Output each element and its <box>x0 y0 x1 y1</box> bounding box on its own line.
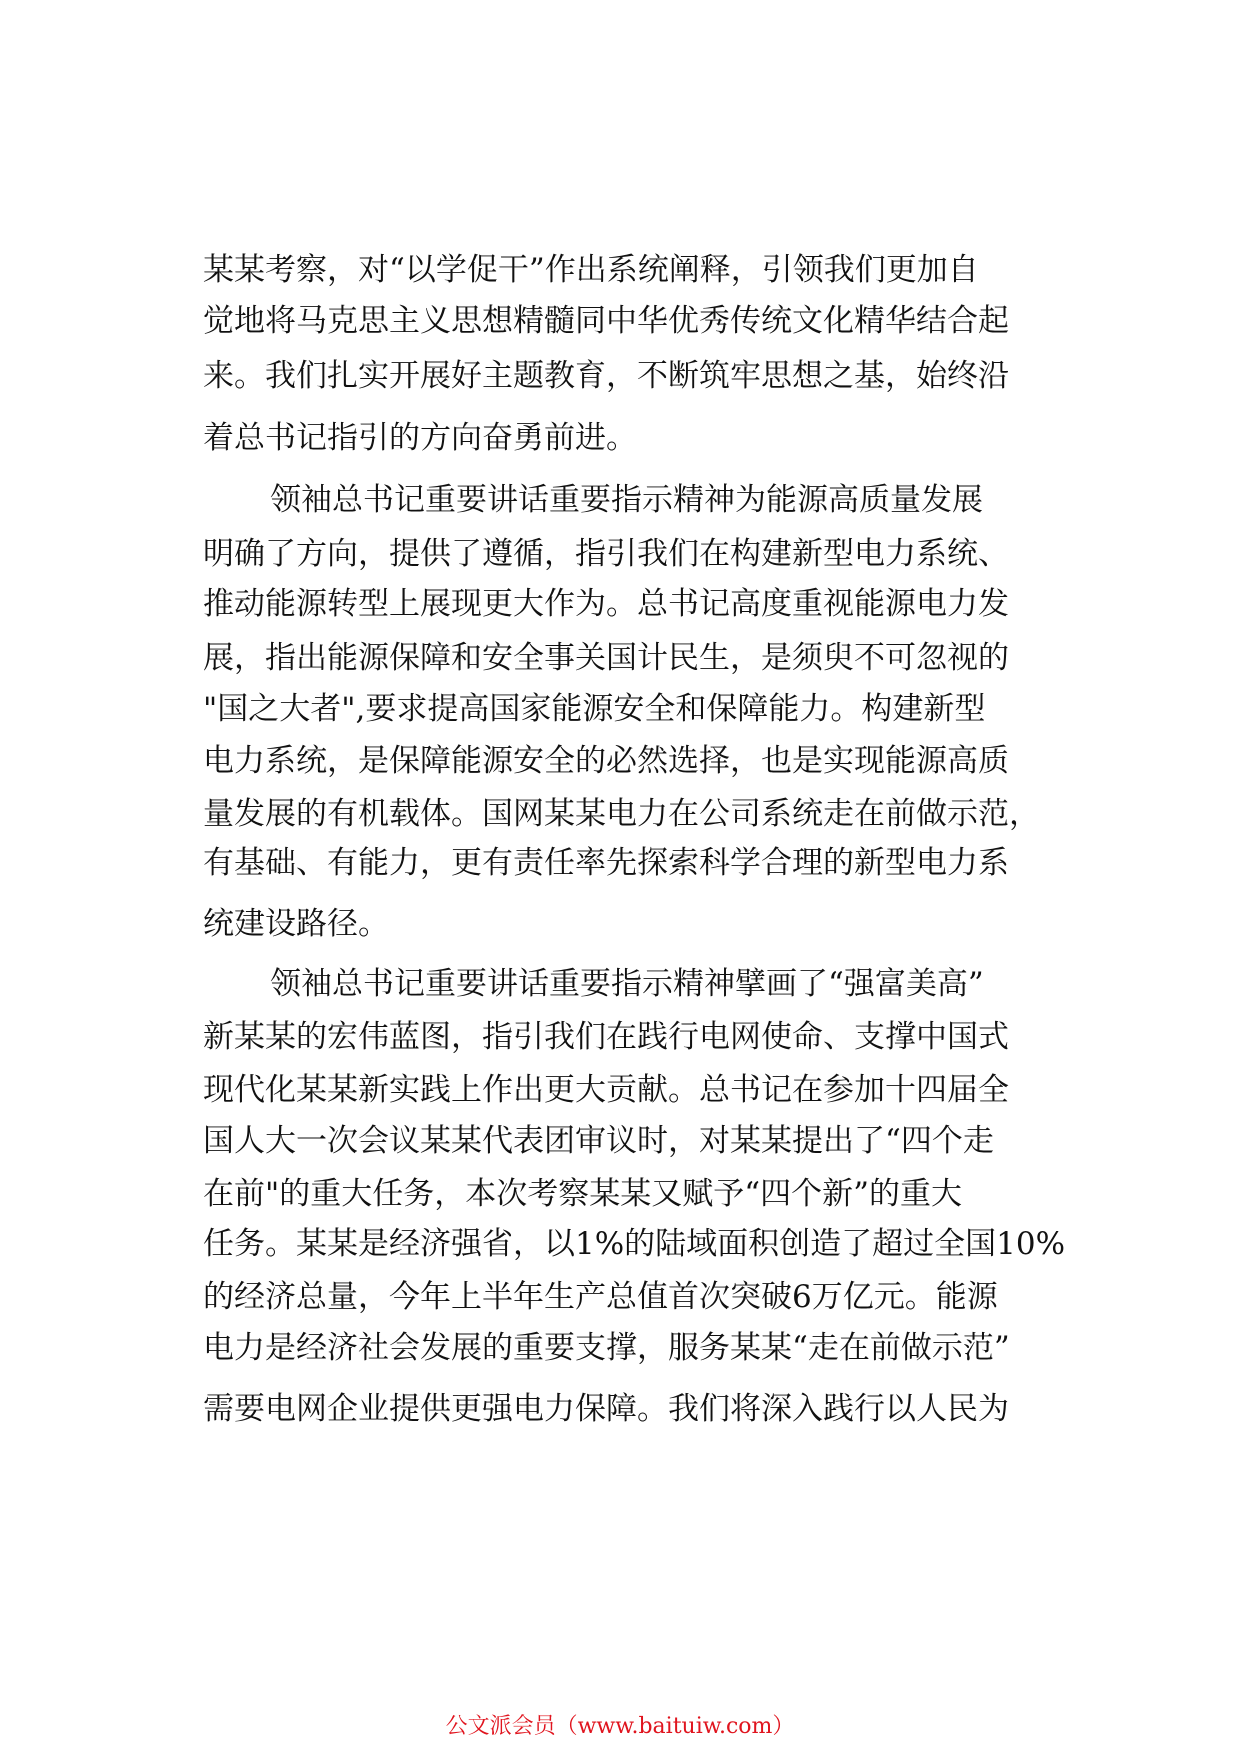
text-line: 着总书记指引的方向奋勇前进。 <box>203 420 637 456</box>
text-line: 电力是经济社会发展的重要支撑，服务某某“走在前做示范” <box>203 1330 1010 1366</box>
text-line: 觉地将马克思主义思想精髓同中华优秀传统文化精华结合起 <box>203 303 1009 339</box>
text-line: 新某某的宏伟蓝图，指引我们在践行电网使命、支撑中国式 <box>203 1019 1009 1055</box>
text-line: 展，指出能源保障和安全事关国计民生，是须臾不可忽视的 <box>203 640 1009 676</box>
text-line: 来。我们扎实开展好主题教育，不断筑牢思想之基，始终沿 <box>203 358 1009 394</box>
text-line: 任务。某某是经济强省，以1%的陆域面积创造了超过全国10% <box>203 1226 1066 1262</box>
text-line: 某某考察，对“以学促干”作出系统阐释，引领我们更加自 <box>203 252 979 288</box>
text-line: 推动能源转型上展现更大作为。总书记高度重视能源电力发 <box>203 586 1009 622</box>
paragraph-first-line: 领袖总书记重要讲话重要指示精神擘画了“强富美高” <box>270 966 984 1002</box>
text-line: "国之大者",要求提高国家能源安全和保障能力。构建新型 <box>203 691 986 727</box>
text-line: 量发展的有机载体。国网某某电力在公司系统走在前做示范， <box>203 796 1040 832</box>
text-line: 电力系统，是保障能源安全的必然选择，也是实现能源高质 <box>203 743 1009 779</box>
text-line: 在前"的重大任务，本次考察某某又赋予“四个新”的重大 <box>203 1176 962 1212</box>
text-line: 明确了方向，提供了遵循，指引我们在构建新型电力系统、 <box>203 536 1009 572</box>
text-line: 统建设路径。 <box>203 906 389 942</box>
text-line: 现代化某某新实践上作出更大贡献。总书记在参加十四届全 <box>203 1072 1009 1108</box>
text-line: 有基础、有能力，更有责任率先探索科学合理的新型电力系 <box>203 845 1009 881</box>
paragraph-first-line: 领袖总书记重要讲话重要指示精神为能源高质量发展 <box>270 482 983 518</box>
footer-watermark: 公文派会员（www.baituiw.com） <box>445 1714 795 1739</box>
text-line: 国人大一次会议某某代表团审议时，对某某提出了“四个走 <box>203 1123 994 1159</box>
text-line: 的经济总量，今年上半年生产总值首次突破6万亿元。能源 <box>203 1279 998 1315</box>
text-line: 需要电网企业提供更强电力保障。我们将深入践行以人民为 <box>203 1391 1009 1427</box>
